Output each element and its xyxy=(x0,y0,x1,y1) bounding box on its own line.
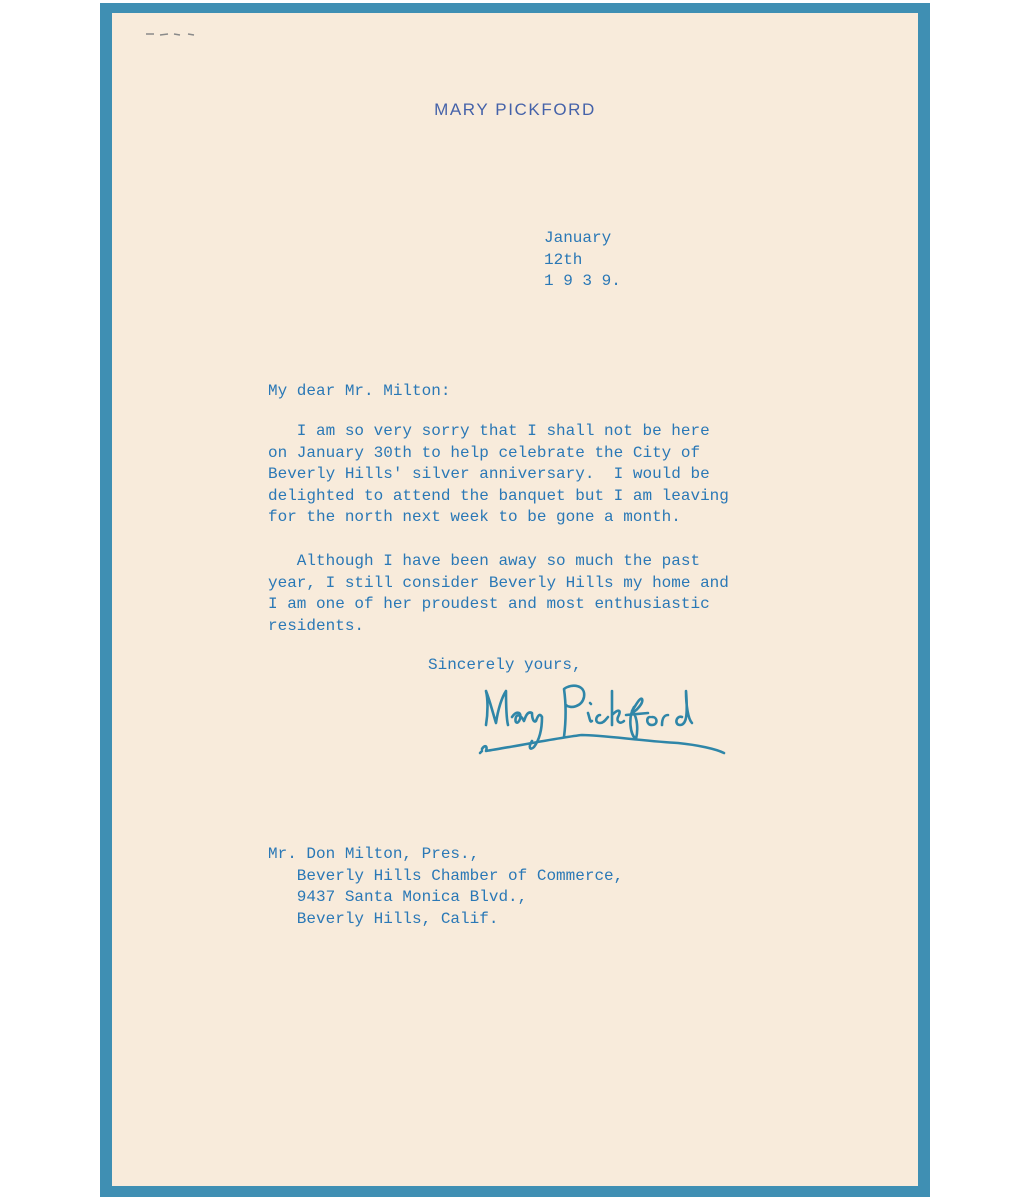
date-month: January xyxy=(544,229,612,247)
paragraph-line: for the north next week to be gone a month. xyxy=(268,508,681,526)
recipient-address xyxy=(268,844,623,930)
date-year: 1 9 3 9. xyxy=(544,272,621,290)
salutation: My dear Mr. Milton: xyxy=(268,382,451,400)
letter-date xyxy=(544,228,621,293)
address-line: Beverly Hills Chamber of Commerce, xyxy=(268,866,624,885)
address-line: 9437 Santa Monica Blvd., xyxy=(268,888,528,906)
paragraph-line: residents. xyxy=(268,616,365,635)
paragraph-line: on January 30th to help celebrate the City of xyxy=(268,443,701,462)
letter-paper xyxy=(112,13,918,1186)
date-day: 12th xyxy=(544,250,583,269)
paragraph-line: Although I have been away so much the past xyxy=(268,552,701,570)
body-paragraph-2 xyxy=(268,551,729,637)
closing: Sincerely yours, xyxy=(428,656,582,674)
paragraph-line: year, I still consider Beverly Hills my home and xyxy=(268,573,729,592)
paragraph-line: I am so very sorry that I shall not be here xyxy=(268,422,710,440)
paragraph-line: delighted to attend the banquet but I am leaving xyxy=(268,486,729,505)
handwritten-signature xyxy=(472,677,742,767)
letterhead-name: MARY PICKFORD xyxy=(434,100,596,119)
address-line: Beverly Hills, Calif. xyxy=(268,909,499,928)
body-paragraph-1 xyxy=(268,421,729,529)
paper-smudge-mark xyxy=(144,29,234,39)
paragraph-line: I am one of her proudest and most enthusiastic xyxy=(268,595,710,613)
address-line: Mr. Don Milton, Pres., xyxy=(268,845,480,863)
paragraph-line: Beverly Hills' silver anniversary. I would be xyxy=(268,465,710,483)
